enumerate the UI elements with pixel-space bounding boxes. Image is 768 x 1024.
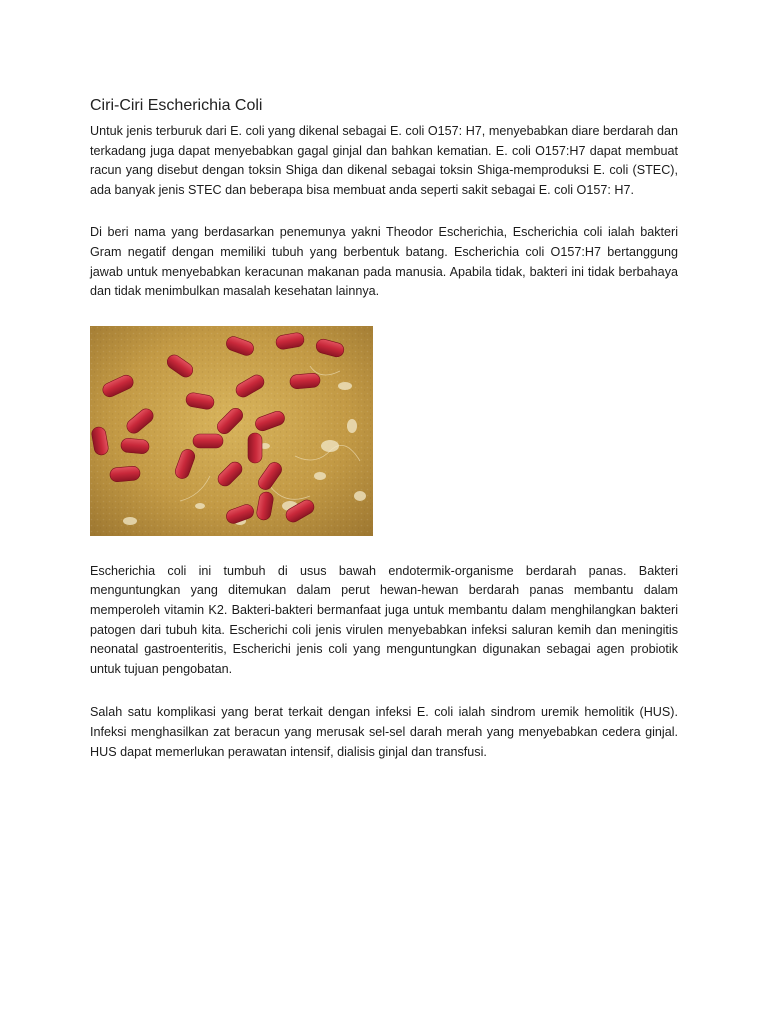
paragraph-3: Escherichia coli ini tumbuh di usus bawah endotermik-organisme berdarah panas. Bakteri menguntungkan yang ditemukan dalam perut hewan-hewan berdarah panas membantu dalam memperoleh vitamin K2. Bakteri-bakteri bermanfaat juga untuk membantu dalam menghilangkan bakteri patogen dari tubuh kita. Escherichi coli jenis virulen menyebabkan infeksi saluran kemih dan meningitis neonatal gastroenteritis, Escherichi jenis coli yang menguntungkan digunakan sebagai agen probiotik untuk tujuan pengobatan. xyxy=(90,563,678,676)
paragraph-4: Salah satu komplikasi yang berat terkait dengan infeksi E. coli ialah sindrom uremik hemolitik (HUS). Infeksi menghasilkan zat beracun yang merusak sel-sel darah merah yang menyebabkan cedera ginjal. HUS dapat memerlukan perawatan intensif, dialisis ginjal dan transfusi. xyxy=(90,705,678,759)
paragraph-1: Untuk jenis terburuk dari E. coli yang dikenal sebagai E. coli O157: H7, menyebabkan diare berdarah dan terkadang juga dapat menyebabkan gagal ginjal dan bahkan kematian. E. coli O157:H7 dapat membuat racun yang disebut dengan toksin Shiga dan dikenal sebagai toksin Shiga-memproduksi E. coli (STEC), ada banyak jenis STEC dan beberapa bisa membuat anda seperti sakit sebagai E. coli O157: H7. xyxy=(90,124,678,197)
paragraph-2: Di beri nama yang berdasarkan penemunya yakni Theodor Escherichia, Escherichia coli ialah bakteri Gram negatif dengan memiliki tubuh yang berbentuk batang. Escherichia coli O157:H7 bertanggung jawab untuk menyebabkan keracunan makanan pada manusia. Apabila tidak, bakteri ini tidak berbahaya dan tidak menimbulkan masalah kesehatan lainnya. xyxy=(90,225,678,299)
document-title: Ciri-Ciri Escherichia Coli xyxy=(90,97,263,114)
document-page xyxy=(90,96,678,762)
e-coli-micrograph-image xyxy=(90,326,373,536)
